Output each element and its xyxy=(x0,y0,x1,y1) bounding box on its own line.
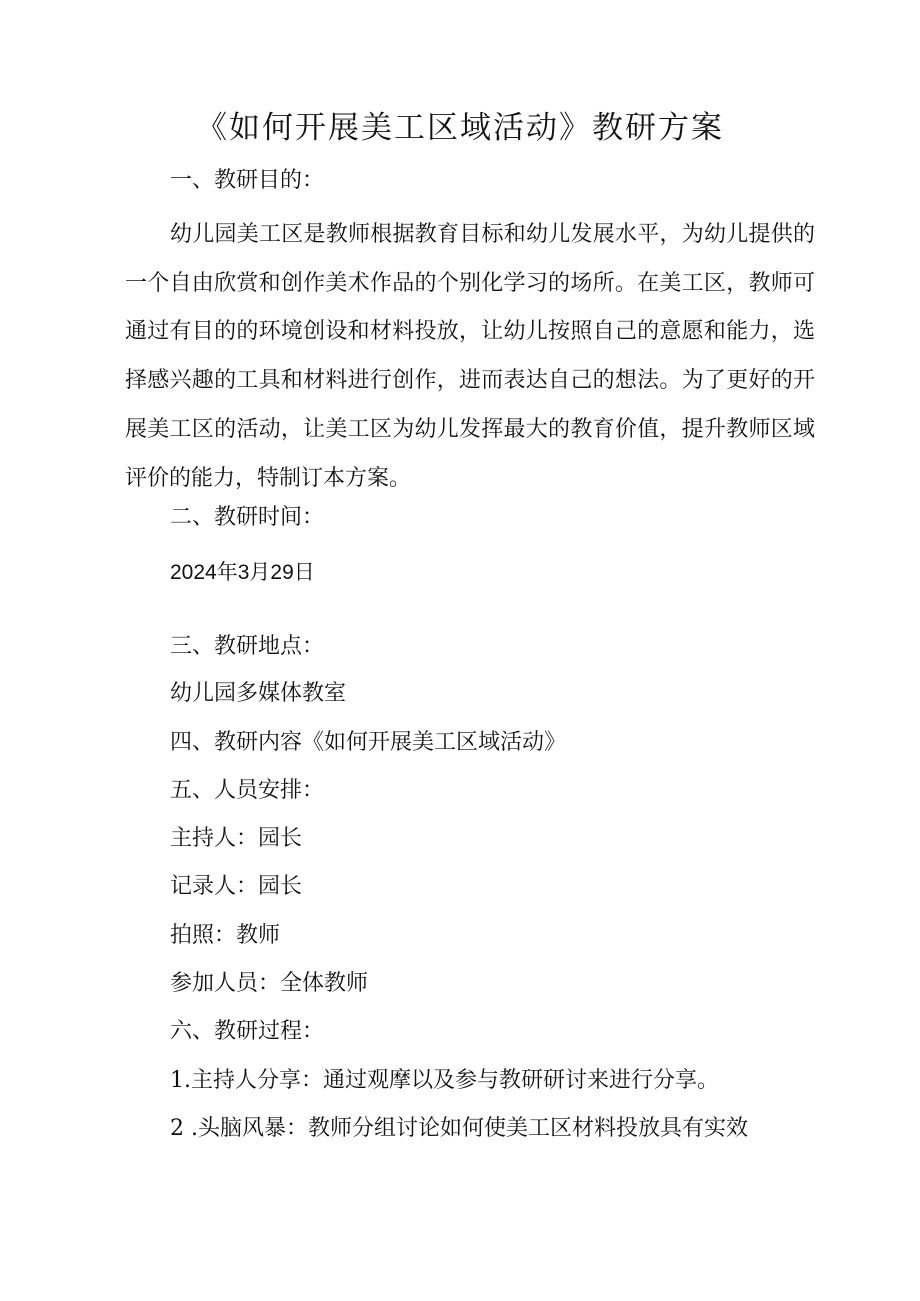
content-line: 四、教研内容《如何开展美工区域活动》 xyxy=(170,730,567,755)
place-heading: 三、教研地点： xyxy=(170,634,325,659)
place-value: 幼儿园多媒体教室 xyxy=(170,681,347,706)
document-title: 《如何开展美工区域活动》教研方案 xyxy=(196,110,724,146)
recorder-line: 记录人：园长 xyxy=(170,874,303,899)
purpose-paragraph: 幼儿园美工区是教师根据教育目标和幼儿发展水平，为幼儿提供的一个自由欣赏和创作美术作品的个别化学习的场所。在美工区，教师可通过有目的的环境创设和材料投放，让幼儿按照自己的意愿和能力，选择感兴趣的工具和材料进行创作，进而表达自己的想法。为了更好的开展美工区的活动，让美工区为幼儿发挥最大的教育价值，提升教师区域评价的能力，特制订本方案。 xyxy=(125,222,815,491)
staff-heading: 五、人员安排： xyxy=(170,778,325,803)
participants-line: 参加人员：全体教师 xyxy=(170,971,369,996)
time-value: 2024年3月29日 xyxy=(170,561,315,584)
photographer-line: 拍照：教师 xyxy=(170,923,281,948)
process-heading: 六、教研过程： xyxy=(170,1019,325,1044)
purpose-heading: 一、教研目的： xyxy=(170,168,325,193)
process-step-2: 2 .头脑风暴：教师分组讨论如何使美工区材料投放具有实效 xyxy=(170,1116,748,1141)
host-line: 主持人：园长 xyxy=(170,826,303,851)
time-heading: 二、教研时间： xyxy=(170,505,325,530)
process-step-1: 1.主持人分享：通过观摩以及参与教研研讨来进行分享。 xyxy=(170,1068,719,1093)
